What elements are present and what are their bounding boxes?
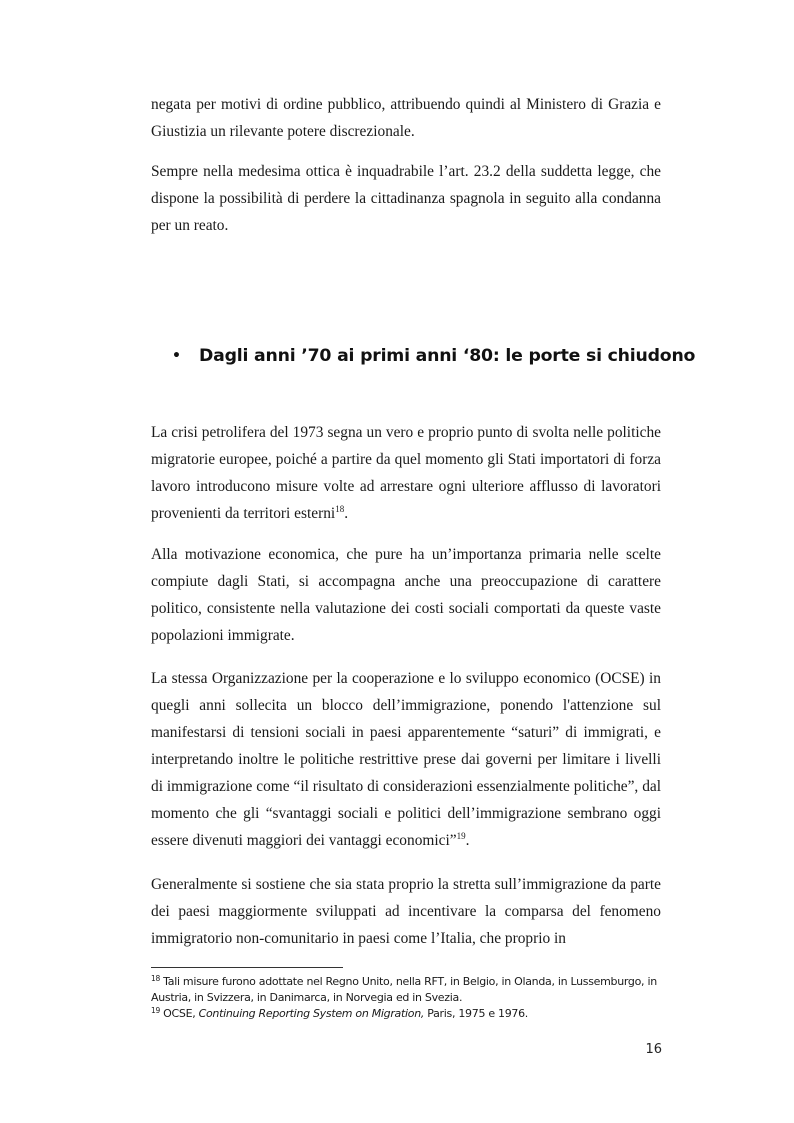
footnote-19: $^{19}$ OCSE, Continuing Reporting System on Migration, Paris, 1975 e 1976.: [151, 1006, 529, 1020]
footnote-number: 19: [151, 1006, 160, 1015]
paragraph-economic-motivation: Alla motivazione economica, che pure ha un’importanza primaria nelle scelte compiute dagli Stati, si accompagna anche una preoccupazione di carattere politico, consistente nella valutazione dei costi sociali comportati da queste vaste popolazioni immigrate.: [151, 546, 661, 644]
cited-title: Continuing Reporting System on Migration,: [198, 1007, 425, 1020]
footnote-ref-19[interactable]: 19: [456, 831, 466, 841]
paragraph-ocse: La stessa Organizzazione per la cooperazione e lo sviluppo economico (OCSE) in quegli anni sollecita un blocco dell’immigrazione, ponendo l'attenzione sul manifestarsi di tensioni sociali in paesi apparentemente “saturi” di immigrati, e interpretando inoltre le politiche restrittive prese dai governi per limitare i livelli di immigrazione come “il risultato di considerazioni essenzialmente politiche”, dal momento che gli “svantaggi sociali e politici dell’immigrazione sembrano oggi essere divenuti maggiori dei vantaggi economici”$^{19}$.: [151, 670, 661, 849]
page-number: 16: [645, 1042, 662, 1057]
bullet-icon: •: [172, 348, 181, 364]
footnote-separator: [151, 967, 343, 968]
footnote-number: 18: [151, 974, 160, 983]
paragraph-continuation: negata per motivi di ordine pubblico, attribuendo quindi al Ministero di Grazia e Giustizia un rilevante potere discrezionale.: [151, 96, 661, 140]
footnote-18: $^{18}$ Tali misure furono adottate nel Regno Unito, nella RFT, in Belgio, in Olanda, in Lussemburgo, in Austria, in Svizzera, in Danimarca, in Norvegia ed in Svezia.: [151, 974, 657, 1004]
footnote-ref-18[interactable]: 18: [335, 504, 345, 514]
section-heading-text: Dagli anni ’70 ai primi anni ‘80: le porte si chiudono: [199, 346, 696, 366]
paragraph-art-23-2: Sempre nella medesima ottica è inquadrabile l’art. 23.2 della suddetta legge, che dispone la possibilità di perdere la cittadinanza spagnola in seguito alla condanna per un reato.: [151, 163, 661, 234]
section-heading: [172, 342, 696, 370]
paragraph-oil-crisis: La crisi petrolifera del 1973 segna un vero e proprio punto di svolta nelle politiche migratorie europee, poiché a partire da quel momento gli Stati importatori di forza lavoro introducono misure volte ad arrestare ogni ulteriore afflusso di lavoratori provenienti da territori esterni$^{18}$.: [151, 424, 661, 522]
paragraph-restriction: Generalmente si sostiene che sia stata proprio la stretta sull’immigrazione da parte dei paesi maggiormente sviluppati ad incentivare la comparsa del fenomeno immigratorio non-comunitario in paesi come l’Italia, che proprio in: [151, 876, 661, 947]
